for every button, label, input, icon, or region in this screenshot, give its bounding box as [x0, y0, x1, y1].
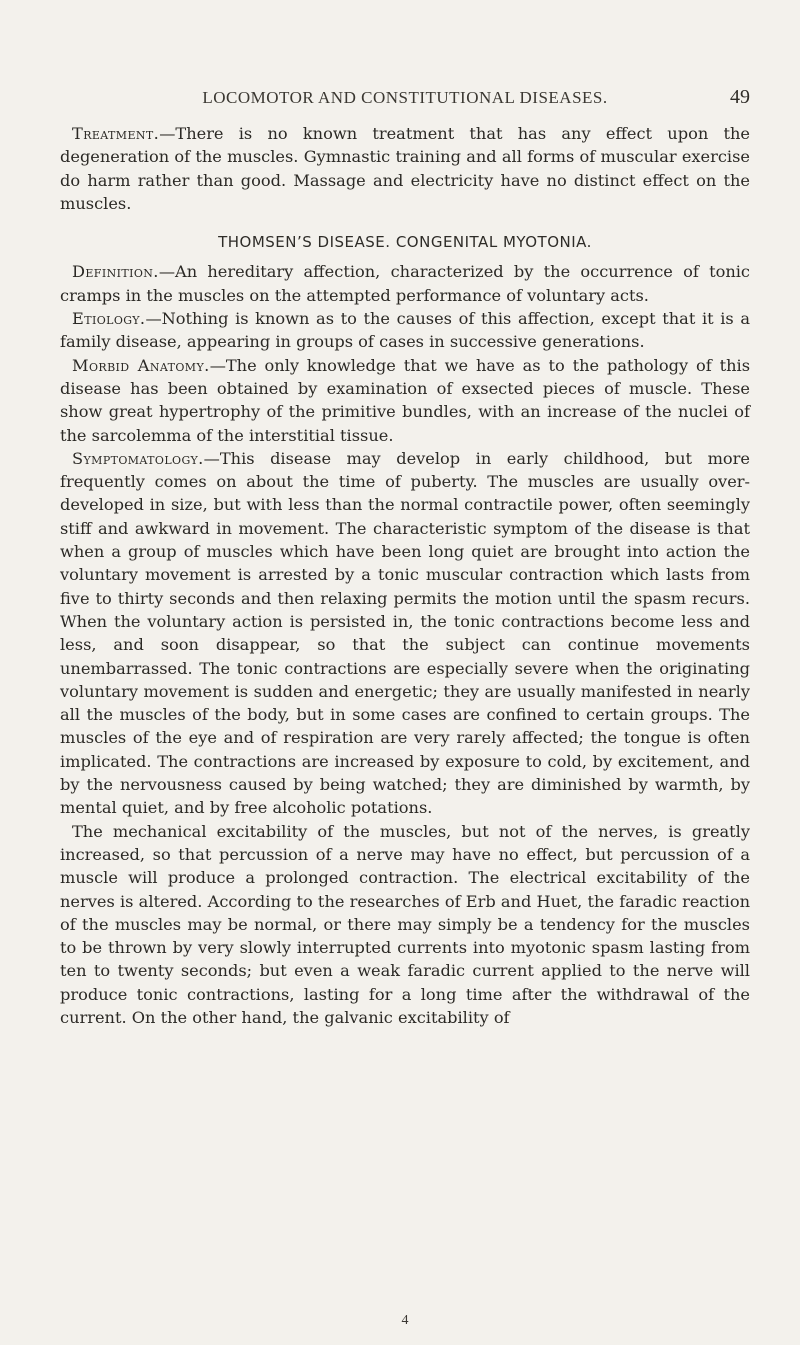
symptomatology-paragraph [60, 447, 750, 820]
morbid-anatomy-heading: Morbid Anatomy. [72, 355, 210, 375]
section-title: THOMSEN’S DISEASE. CONGENITAL MYOTONIA. [218, 233, 592, 252]
morbid-anatomy-text: —The only knowledge that we have as to the pathology of this disease has been obtained by examination of exsected pieces of muscle. These show great hypertrophy of the primitive bundles, with an increase of the nuclei of the sarcolemma of the interstitial tissue. [60, 355, 751, 445]
treatment-paragraph [60, 122, 750, 215]
page-number: 49 [730, 86, 750, 108]
etiology-heading: Etiology. [72, 309, 146, 329]
signature-mark: 4 [401, 1313, 409, 1328]
body-text [60, 122, 750, 1029]
treatment-heading: Treatment. [72, 124, 160, 143]
morbid-anatomy-paragraph [60, 354, 750, 447]
mechanical-excitability-text: The mechanical excitability of the muscles, but not of the nerves, is greatly increased, so that percussion of a nerve may have no effect, but percussion of a muscle will produce a prolonged contraction. The electrical excitability of the nerves is altered. According to the researches of Erb and Huet, the faradic reaction of the muscles may be normal, or there may simply be a tendency for the muscles to be thrown by very slowly interrupted currents into myotonic spasm lasting from ten to twenty seconds; but even a weak faradic current applied to the nerve will produce tonic contractions, lasting for a long time after the withdrawal of the current. On the other hand, the galvanic excitability of [60, 821, 750, 1027]
running-title: LOCOMOTOR AND CONSTITUTIONAL DISEASES. [202, 88, 608, 107]
etiology-text: —Nothing is known as to the causes of this affection, except that it is a family disease, appearing in groups of cases in successive generations. [60, 309, 750, 352]
etiology-paragraph [60, 307, 750, 354]
treatment-text: —There is no known treatment that has any effect upon the degeneration of the muscles. Gymnastic training and all forms of muscular exercise do harm rather than good. Massage and electricity have no distinct effect on the muscles. [60, 124, 750, 213]
definition-heading: Definition. [72, 262, 159, 282]
definition-paragraph [60, 260, 750, 307]
running-header [60, 88, 750, 122]
mechanical-excitability-paragraph [60, 820, 750, 1030]
symptomatology-text: —This disease may develop in early childhood, but more frequently comes on about the time of puberty. The muscles are usually over-developed in size, but with less than the normal contractile power, often seemingly stiff and awkward in movement. The characteristic symptom of the disease is that when a group of muscles which have been long quiet are brought into action the voluntary movement is arrested by a tonic muscular contraction which lasts from five to thirty seconds and then relaxing permits the motion until the spasm recurs. When the voluntary action is persisted in, the tonic contractions become less and less, and soon disappear, so that the subject can continue movements unembarrassed. The tonic contractions are especially severe when the originating voluntary movement is sudden and energetic; they are usually manifested in nearly all the muscles of the body, but in some cases are confined to certain groups. The muscles of the eye and of respiration are very rarely affected; the tongue is often implicated. The contractions are increased by exposure to cold, by excitement, and by the nervousness caused by being watched; they are diminished by warmth, by mental quiet, and by free alcoholic potations. [60, 448, 750, 818]
symptomatology-heading: Symptomatology. [72, 448, 204, 468]
definition-text: —An hereditary affection, characterized by the occurrence of tonic cramps in the muscles on the attempted performance of voluntary acts. [60, 262, 750, 305]
book-page [60, 86, 751, 1328]
